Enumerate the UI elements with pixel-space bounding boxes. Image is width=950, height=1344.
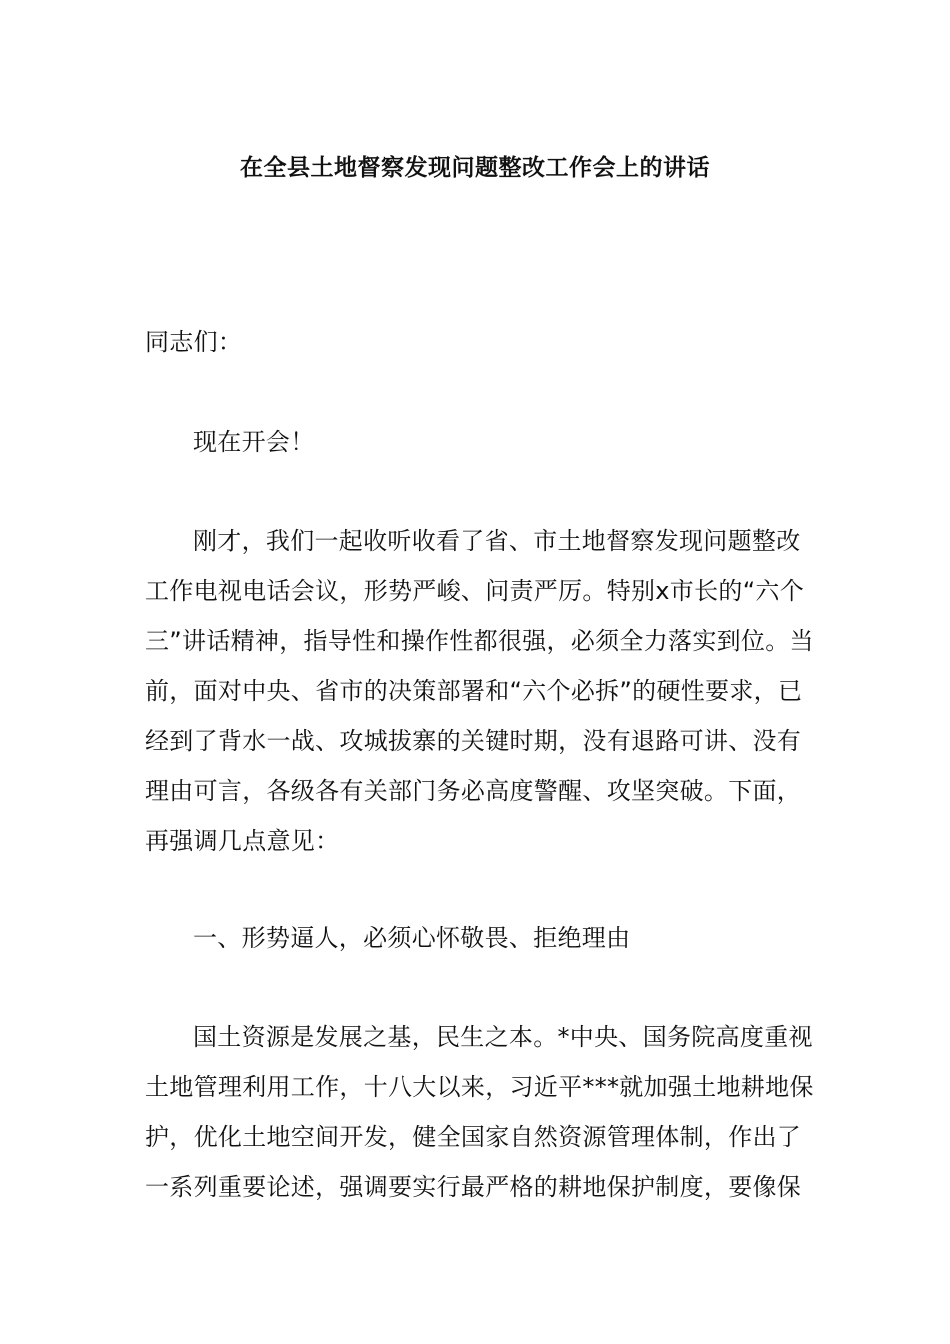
page-title: 在全县土地督察发现问题整改工作会上的讲话 xyxy=(240,155,710,181)
salutation: 同志们： xyxy=(145,328,243,356)
paragraph-intro: 刚才，我们一起收听收看了省、市土地督察发现问题整改工作电视电话会议，形势严峻、问责严厉。特别x市长的“六个三”讲话精神，指导性和操作性都很强，必须全力落实到位。当前，面对中央、省市的决策部署和“六个必拆”的硬性要求，已经到了背水一战、攻城拔寨的关键时期，没有退路可讲、没有理由可言，各级各有关部门务必高度警醒、攻坚突破。下面，再强调几点意见： xyxy=(145,527,814,855)
section-heading-1: 一、形势逼人，必须心怀敬畏、拒绝理由 xyxy=(193,924,631,952)
paragraph-section-1: 国土资源是发展之基，民生之本。*中央、国务院高度重视土地管理利用工作，十八大以来，习近平***就加强土地耕地保护，优化土地空间开发，健全国家自然资源管理体制，作出了一系列重要论述，强调要实行最严格的耕地保护制度，要像保 xyxy=(145,1023,814,1201)
opening-line: 现在开会！ xyxy=(193,428,315,456)
